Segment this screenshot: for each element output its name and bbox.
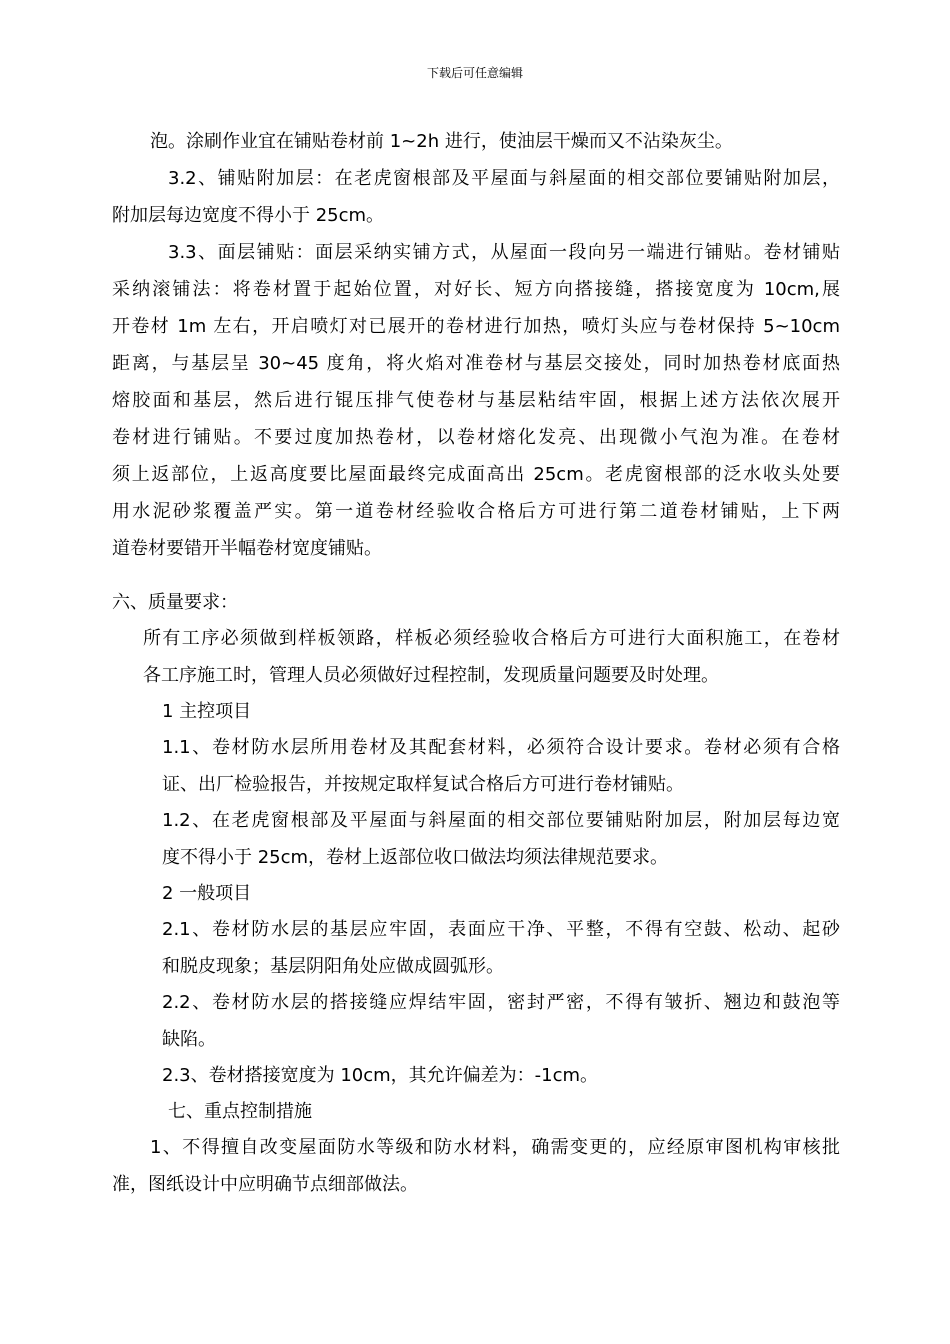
- paragraph-line: 道卷材要错开半幅卷材宽度铺贴。: [112, 538, 382, 559]
- subsection-heading: 1 主控项目: [162, 701, 252, 722]
- paragraph-line: 所有工序必须做到样板领路，样板必须经验收合格后方可进行大面积施工，在卷材: [143, 628, 840, 649]
- paragraph-line: 2.2、卷材防水层的搭接缝应焊结牢固，密封严密，不得有皱折、翘边和鼓泡等: [162, 992, 840, 1013]
- paragraph-line: 2.1、卷材防水层的基层应牢固，表面应干净、平整，不得有空鼓、松动、起砂: [162, 919, 840, 940]
- paragraph-line: 证、出厂检验报告，并按规定取样复试合格后方可进行卷材铺贴。: [162, 774, 684, 795]
- paragraph-line: 和脱皮现象；基层阴阳角处应做成圆弧形。: [162, 956, 504, 977]
- paragraph-line: 采纳滚铺法：将卷材置于起始位置，对好长、短方向搭接缝，搭接宽度为 10cm,展: [112, 279, 840, 300]
- paragraph-line: 3.3、面层铺贴：面层采纳实铺方式，从屋面一段向另一端进行铺贴。卷材铺贴: [168, 242, 840, 263]
- section-heading: 六、质量要求：: [112, 592, 238, 613]
- paragraph-line: 附加层每边宽度不得小于 25cm。: [112, 205, 385, 226]
- paragraph-line: 距离，与基层呈 30~45 度角，将火焰对准卷材与基层交接处，同时加热卷材底面热: [112, 353, 840, 374]
- paragraph-line: 2.3、卷材搭接宽度为 10cm，其允许偏差为：-1cm。: [162, 1065, 599, 1086]
- paragraph-line: 1.2、在老虎窗根部及平屋面与斜屋面的相交部位要铺贴附加层，附加层每边宽: [162, 810, 840, 831]
- paragraph-line: 开卷材 1m 左右，开启喷灯对已展开的卷材进行加热，喷灯头应与卷材保持 5~10cm: [112, 316, 840, 337]
- paragraph-line: 准，图纸设计中应明确节点细部做法。: [112, 1174, 418, 1195]
- paragraph-line: 1、不得擅自改变屋面防水等级和防水材料，确需变更的，应经原审图机构审核批: [150, 1137, 840, 1158]
- paragraph-line: 熔胶面和基层，然后进行锟压排气使卷材与基层粘结牢固，根据上述方法依次展开: [112, 390, 840, 411]
- paragraph-line: 1.1、卷材防水层所用卷材及其配套材料，必须符合设计要求。卷材必须有合格: [162, 737, 840, 758]
- paragraph-line: 各工序施工时，管理人员必须做好过程控制，发现质量问题要及时处理。: [143, 665, 719, 686]
- paragraph-line: 须上返部位，上返高度要比屋面最终完成面高出 25cm。老虎窗根部的泛水收头处要: [112, 464, 840, 485]
- paragraph-line: 缺陷。: [162, 1029, 216, 1050]
- paragraph-line: 泡。涂刷作业宜在铺贴卷材前 1~2h 进行，使油层干燥而又不沾染灰尘。: [150, 131, 733, 152]
- page-header: 下载后可任意编辑: [426, 66, 523, 80]
- subsection-heading: 2 一般项目: [162, 883, 252, 904]
- paragraph-line: 卷材进行铺贴。不要过度加热卷材，以卷材熔化发亮、出现微小气泡为准。在卷材: [112, 427, 840, 448]
- paragraph-line: 3.2、铺贴附加层：在老虎窗根部及平屋面与斜屋面的相交部位要铺贴附加层，: [168, 168, 840, 189]
- section-heading: 七、重点控制措施: [168, 1101, 312, 1122]
- paragraph-line: 度不得小于 25cm，卷材上返部位收口做法均须法律规范要求。: [162, 847, 669, 868]
- paragraph-line: 用水泥砂浆覆盖严实。第一道卷材经验收合格后方可进行第二道卷材铺贴，上下两: [112, 501, 840, 522]
